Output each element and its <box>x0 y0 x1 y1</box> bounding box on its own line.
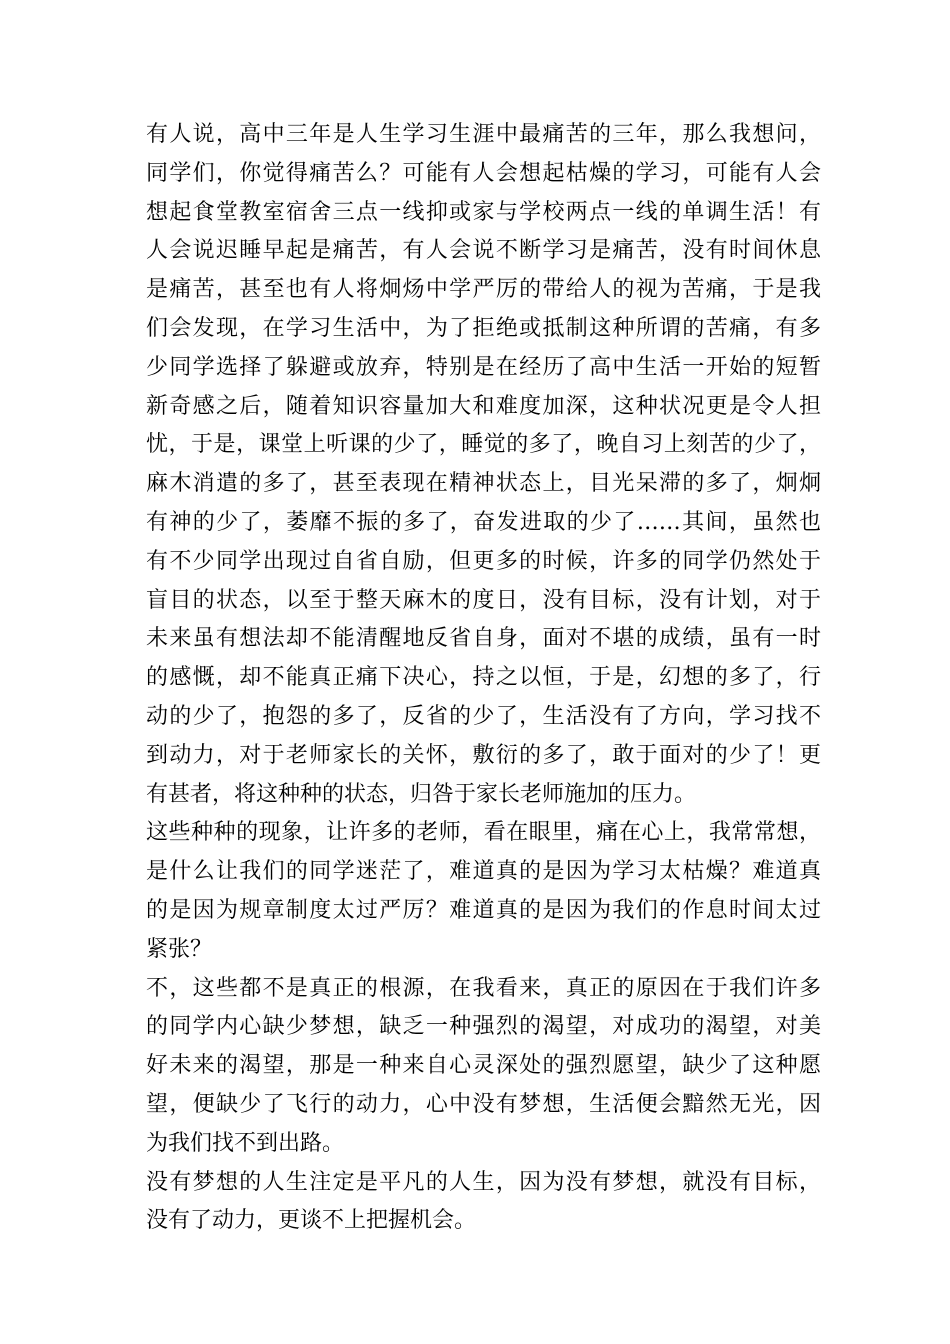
text-line: 的同学内心缺少梦想，缺乏一种强烈的渴望，对成功的渴望，对美 <box>146 1014 821 1040</box>
text-line: 人会说迟睡早起是痛苦，有人会说不断学习是痛苦，没有时间休息 <box>146 238 821 264</box>
text-line: 有人说，高中三年是人生学习生涯中最痛苦的三年，那么我想问， <box>146 122 821 147</box>
text-line: 的是因为规章制度太过严厉？难道真的是因为我们的作息时间太过 <box>146 897 821 923</box>
text-line: 没有梦想的人生注定是平凡的人生，因为没有梦想，就没有目标， <box>146 1169 821 1195</box>
text-line: 有不少同学出现过自省自励，但更多的时候，许多的同学仍然处于 <box>146 548 821 574</box>
text-line: 是什么让我们的同学迷茫了，难道真的是因为学习太枯燥？难道真 <box>146 859 821 885</box>
text-line: 少同学选择了躲避或放弃，特别是在经历了高中生活一开始的短暂 <box>146 354 821 380</box>
text-line: 有甚者，将这种种的状态，归咎于家长老师施加的压力。 <box>146 781 697 807</box>
text-line: 想起食堂教室宿舍三点一线抑或家与学校两点一线的单调生活！有 <box>146 199 821 225</box>
text-line: 没有了动力，更谈不上把握机会。 <box>146 1208 477 1234</box>
text-line: 麻木消遣的多了，甚至表现在精神状态上，目光呆滞的多了，炯炯 <box>146 471 821 497</box>
text-line: 到动力，对于老师家长的关怀，敷衍的多了，敢于面对的少了！更 <box>146 742 821 768</box>
text-line: 新奇感之后，随着知识容量加大和难度加深，这种状况更是令人担 <box>146 393 821 419</box>
text-line: 未来虽有想法却不能清醒地反省自身，面对不堪的成绩，虽有一时 <box>146 626 821 652</box>
text-line: 盲目的状态，以至于整天麻木的度日，没有目标，没有计划，对于 <box>146 587 821 613</box>
text-line: 忧，于是，课堂上听课的少了，睡觉的多了，晚自习上刻苦的少了， <box>146 432 821 458</box>
text-line: 有神的少了，萎靡不振的多了，奋发进取的少了……其间，虽然也 <box>146 509 821 535</box>
text-line: 为我们找不到出路。 <box>146 1130 345 1156</box>
text-line: 不，这些都不是真正的根源，在我看来，真正的原因在于我们许多 <box>146 975 821 1001</box>
text-line: 紧张？ <box>146 936 213 962</box>
text-line: 动的少了，抱怨的多了，反省的少了，生活没有了方向，学习找不 <box>146 703 821 729</box>
text-line: 的感慨，却不能真正痛下决心，持之以恒，于是，幻想的多了，行 <box>146 665 821 691</box>
document-body <box>146 116 821 1241</box>
text-line: 们会发现，在学习生活中，为了拒绝或抵制这种所谓的苦痛，有多 <box>146 315 821 341</box>
text-line: 好未来的渴望，那是一种来自心灵深处的强烈愿望，缺少了这种愿 <box>146 1053 821 1079</box>
text-line: 望，便缺少了飞行的动力，心中没有梦想，生活便会黯然无光，因 <box>146 1091 821 1117</box>
text-line: 这些种种的现象，让许多的老师，看在眼里，痛在心上，我常常想， <box>146 820 821 846</box>
text-line: 是痛苦，甚至也有人将炯炀中学严厉的带给人的视为苦痛，于是我 <box>146 277 821 303</box>
text-line: 同学们，你觉得痛苦么？可能有人会想起枯燥的学习，可能有人会 <box>146 160 821 186</box>
